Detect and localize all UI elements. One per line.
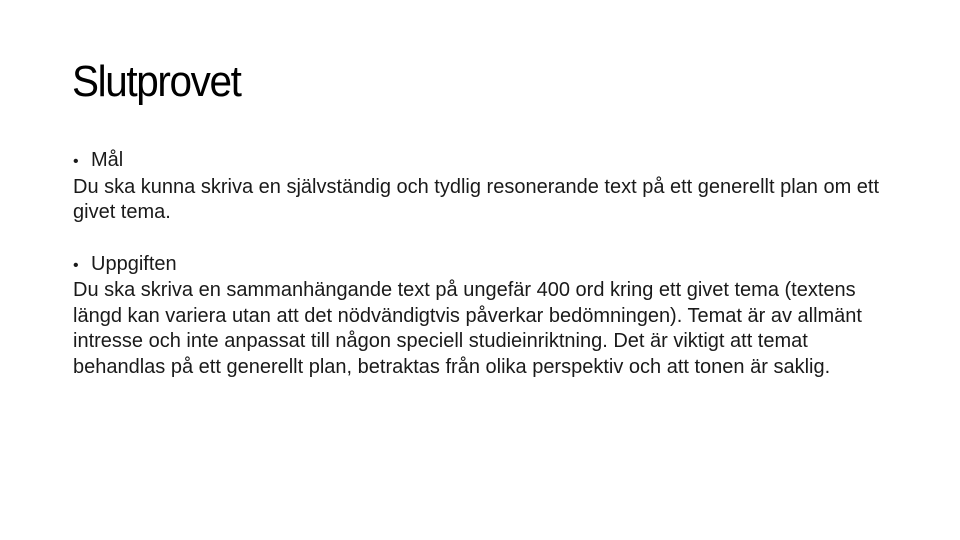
section-uppgiften	[73, 252, 893, 381]
bullet-item-mal	[73, 148, 893, 175]
slide-body	[73, 148, 893, 380]
bullet-icon: •	[73, 153, 79, 170]
slide-title: Slutprovet	[72, 57, 241, 106]
bullet-item-uppgiften	[73, 252, 893, 279]
bullet-icon: •	[73, 256, 79, 274]
section-heading-uppgiften: Uppgiften	[91, 252, 177, 275]
section-text-mal: Du ska kunna skriva en självständig och tydlig resonerande text på ett generellt plan om ett givet tema.	[73, 175, 880, 223]
section-text-uppgiften: Du ska skriva en sammanhängande text på ungefär 400 ord kring ett givet tema (textens längd kan variera utan att det nödvändigtvis påverkar bedömningen). Temat är av allmänt intresse och inte anpassat till någon speciell studieinriktning. Det är viktigt att temat behandlas på ett generellt plan, betraktas från olika perspektiv och att tonen är saklig.	[73, 279, 862, 378]
section-mal	[73, 148, 893, 226]
section-heading-mal: Mål	[91, 149, 124, 171]
